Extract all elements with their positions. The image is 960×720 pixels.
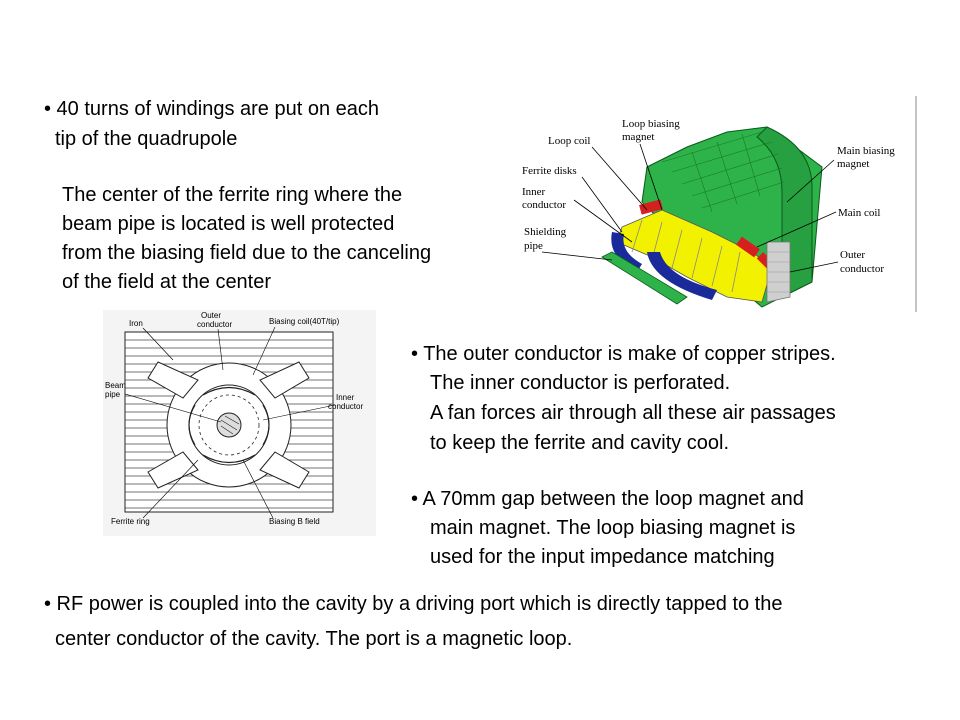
label-biasing-coil: Biasing coil(40T/tip)	[269, 317, 340, 326]
label-biasing-b-field: Biasing B field	[269, 517, 320, 526]
paragraph-line3: from the biasing field due to the canceling	[62, 242, 432, 264]
label-loop-biasing-2: magnet	[622, 131, 655, 143]
bullet-rf-power-line2: center conductor of the cavity. The port is a magnetic loop.	[55, 628, 573, 650]
paragraph-line2: beam pipe is located is well protected	[62, 213, 395, 235]
label-main-biasing-1: Main biasing	[837, 145, 895, 157]
label-ferrite-disks: Ferrite disks	[522, 165, 577, 177]
label-loop-coil: Loop coil	[548, 135, 591, 147]
label-main-coil: Main coil	[838, 207, 881, 219]
bullet-windings-line1: • 40 turns of windings are put on each	[44, 98, 379, 120]
label-ferrite-ring: Ferrite ring	[111, 517, 150, 526]
bullet-gap-line2: main magnet. The loop biasing magnet is	[430, 517, 796, 539]
bullet-outer-conductor-line1: • The outer conductor is make of copper stripes.	[411, 343, 836, 365]
label-outer-cond-2: conductor	[197, 320, 233, 329]
paragraph-line1: The center of the ferrite ring where the	[62, 184, 403, 206]
bullet-outer-conductor-line3: A fan forces air through all these air passages	[430, 402, 836, 424]
label-inner-1: Inner	[522, 186, 546, 198]
cavity-3d-drawing	[512, 92, 920, 314]
label-outer-2: conductor	[840, 263, 884, 275]
label-inner-cond-1: Inner	[336, 393, 355, 402]
label-shielding-1: Shielding	[524, 226, 567, 238]
cross-section-drawing	[103, 310, 376, 536]
bullet-rf-power-line1: • RF power is coupled into the cavity by a driving port which is directly tapped to the	[44, 593, 783, 615]
bullet-gap-line3: used for the input impedance matching	[430, 546, 775, 568]
label-main-biasing-2: magnet	[837, 158, 870, 170]
label-outer-1: Outer	[840, 249, 866, 261]
label-beam-1: Beam	[105, 381, 126, 390]
label-inner-2: conductor	[522, 199, 566, 211]
cavity-3d-figure	[512, 92, 920, 314]
cross-section-figure	[103, 310, 376, 536]
label-outer-cond-1: Outer	[201, 311, 222, 320]
paragraph-line4: of the field at the center	[62, 271, 272, 293]
label-beam-2: pipe	[105, 390, 121, 399]
bullet-outer-conductor-line4: to keep the ferrite and cavity cool.	[430, 432, 730, 454]
label-iron: Iron	[129, 319, 143, 328]
label-inner-cond-2: conductor	[328, 402, 364, 411]
label-loop-biasing-1: Loop biasing	[622, 118, 680, 130]
bullet-windings-line2: tip of the quadrupole	[55, 128, 238, 150]
bullet-outer-conductor-line2: The inner conductor is perforated.	[430, 372, 731, 394]
label-shielding-2: pipe	[524, 240, 543, 252]
bullet-gap-line1: • A 70mm gap between the loop magnet and	[411, 488, 804, 510]
